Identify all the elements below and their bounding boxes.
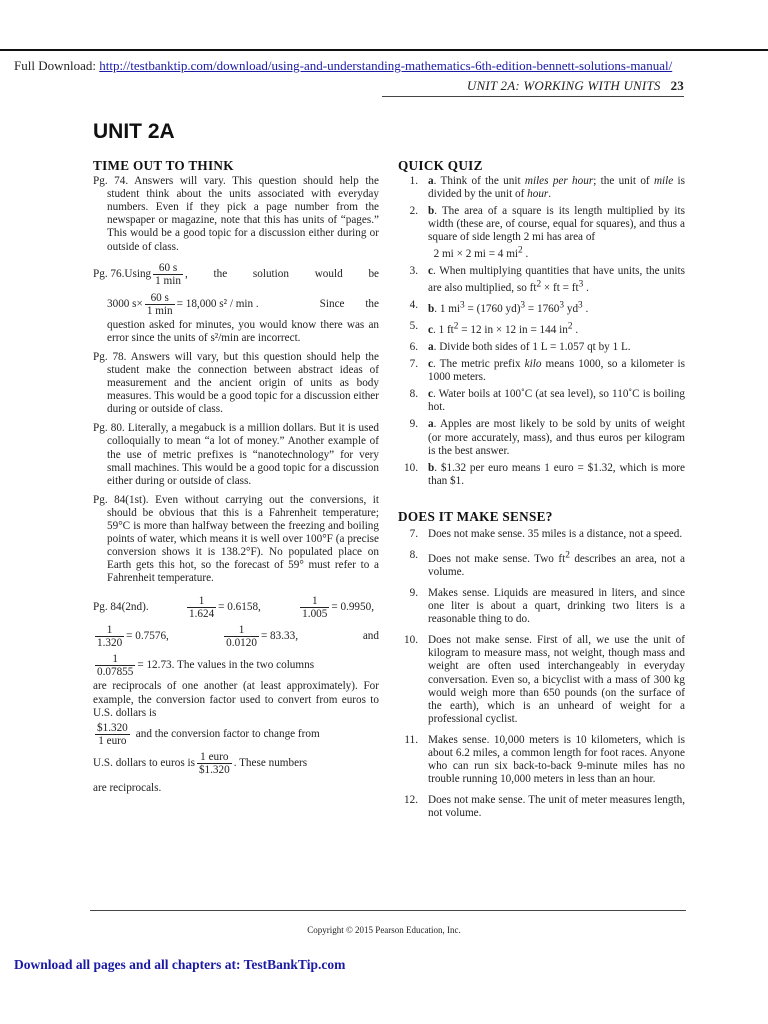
quiz-item xyxy=(398,388,685,414)
quiz-item-text: c. 1 $ft^2 = 12$ in × 12 in = 144 $in^2$ . xyxy=(428,321,579,336)
pg84b-usd: U.S. dollars to euros is xyxy=(93,756,195,769)
result-1: = 0.6158, xyxy=(218,601,261,614)
download-banner xyxy=(14,58,672,74)
quiz-item-number: 2. xyxy=(409,205,418,218)
quiz-item-number: 10. xyxy=(404,461,418,474)
pg78-answer: Pg. 78. Answers will vary, but this question should help the student make the connection between abstract ideas of measurement and the ancient origin of units as body measures. This would be a good topic for a discussion either during or outside of class. xyxy=(93,350,379,416)
section-heading-time-out: TIME OUT TO THINK xyxy=(93,158,234,173)
running-head xyxy=(467,78,684,94)
does-it-make-sense-list xyxy=(398,528,685,821)
quiz-item xyxy=(398,418,685,457)
quiz-item-number: 6. xyxy=(409,340,418,353)
quiz-item-text: c. The metric prefix kilo means 1000, so a kilometer is 1000 meters. xyxy=(428,358,686,384)
quiz-item xyxy=(398,175,685,201)
download-prefix: Full Download: xyxy=(14,58,100,73)
download-footer-link[interactable]: Download all pages and all chapters at: TestBankTip.com xyxy=(14,957,346,972)
section-heading-quick-quiz: QUICK QUIZ xyxy=(398,158,483,173)
result-4: = 83.33, xyxy=(260,630,299,643)
footer-rule xyxy=(90,910,686,911)
quiz-item-text: a. Divide both sides of 1 L = 1.057 qt by 1 L. xyxy=(428,340,631,353)
quiz-item-number: 8. xyxy=(409,388,418,401)
quiz-item-number: 9. xyxy=(409,418,418,431)
fraction-60s-per-min-2: $\frac{60 s}{1 \min}$ xyxy=(146,291,173,317)
pg76-after: , the solution would be xyxy=(184,267,379,280)
quiz-item xyxy=(398,205,685,261)
pg76-using: Using xyxy=(124,267,152,280)
sense-item-text: Makes sense. 10,000 meters is 10 kilometers, which is about 6.2 miles, a common length for foot races. Anyone who can run six back-to-back 9-minute miles has no trouble running 10,000 meters in less than an hour. xyxy=(428,733,685,786)
sense-item-number: 10. xyxy=(404,634,418,647)
pg84b-end: are reciprocals. xyxy=(93,781,162,794)
download-link[interactable]: http://testbanktip.com/download/using-and-understanding-mathematics-6th-edition-bennett-solutions-manual/ xyxy=(99,58,673,73)
fraction-1-over-00120: $\frac{1}{0.0120}$ xyxy=(226,624,257,650)
quiz-item-text: b. The area of a square is its length multiplied by its width (these are, of course, equal for squares), and thus a square of side length 2 mi has area of 2 mi × 2 mi = 4 $mi^2$ . xyxy=(428,205,685,261)
quiz-item xyxy=(398,320,685,337)
result-2: = 0.9950, xyxy=(331,601,375,614)
sense-item-number: 12. xyxy=(404,794,418,807)
quiz-item-text: b. 1 $mi^3 = (1760$ $yd)^3 = 1760^3$ $yd^3$ . xyxy=(428,300,589,316)
sense-item-text: Makes sense. Liquids are measured in liters, and since one liter is about a quart, drinking two liters is a reasonable thing to do. xyxy=(428,587,685,626)
quiz-item-text: c. When multiplying quantities that have units, the units are also multiplied, so $ft^2$ × ft = $ft^3$ . xyxy=(428,265,685,295)
pg76-answer xyxy=(93,262,379,345)
sense-item-number: 9. xyxy=(409,587,418,600)
sense-item-text: Does not make sense. 35 miles is a distance, not a speed. xyxy=(428,528,683,540)
quiz-item-number: 5. xyxy=(409,320,418,333)
quiz-item-number: 1. xyxy=(409,175,418,188)
pg74-answer: Pg. 74. Answers will vary. This question should help the student think about the units associated with everyday numbers. Even if they pick a page number from the newspaper or magazine, note that this has units of “pages.” This would be a good topic for a discussion either during or outside of class. xyxy=(93,175,379,253)
quiz-item xyxy=(398,265,685,295)
right-column xyxy=(398,159,685,821)
pg76-since: Since the xyxy=(319,297,379,310)
sense-item-number: 7. xyxy=(409,528,418,540)
quiz-item-text: a. Apples are most likely to be sold by units of weight (or more accurately, mass), and thus euros per kilogram is the best answer. xyxy=(428,418,685,457)
sense-item xyxy=(398,794,685,820)
section-heading-does-it-make-sense: DOES IT MAKE SENSE? xyxy=(398,508,553,524)
quiz-item-number: 3. xyxy=(409,265,418,278)
fraction-1-over-007855: $\frac{1}{0.07855}$ xyxy=(97,653,134,679)
and-word: and xyxy=(362,630,379,643)
copyright-notice: Copyright © 2015 Pearson Education, Inc. xyxy=(307,925,461,935)
fraction-1-over-1320: $\frac{1}{1.320}$ xyxy=(97,624,123,650)
fraction-1-over-1005: $\frac{1}{1.005}$ xyxy=(302,595,328,621)
quiz-item-text: a. Think of the unit miles per hour; the unit of mile is divided by the unit of hour. xyxy=(428,175,685,201)
quiz-item-number: 7. xyxy=(409,358,418,371)
sense-item-text: Does not make sense. The unit of meter measures length, not volume. xyxy=(428,794,685,820)
quiz-item xyxy=(398,299,685,316)
fraction-euro-per-usd: $\frac{\text{1 euro}}{\$1.320}$ xyxy=(198,750,230,776)
top-rule xyxy=(0,49,768,51)
fraction-60s-per-min: $\frac{60 s}{1 \min}$ xyxy=(155,261,181,287)
sense-item-number: 11. xyxy=(404,733,418,746)
sense-item xyxy=(398,549,685,579)
left-column xyxy=(93,159,379,795)
pg76-rest: question asked for minutes, you would know there was an error since the units of s²/min are incorrect. xyxy=(107,318,379,344)
quiz-item xyxy=(398,462,685,488)
pg76-calc-pre: 3000 s× xyxy=(107,297,143,310)
quiz-item-number: 4. xyxy=(409,299,418,312)
pg84b-these: . These numbers xyxy=(233,756,308,769)
header-rule xyxy=(382,96,684,97)
quick-quiz-list xyxy=(398,175,685,488)
unit-title: UNIT 2A xyxy=(93,120,175,143)
running-title: UNIT 2A: WORKING WITH UNITS xyxy=(466,78,661,93)
pg76-calc-post: = 18,000 s² / min . xyxy=(176,297,259,310)
fraction-usd-per-euro: $\frac{\$1.320}{\text{1 euro}}$ xyxy=(97,721,128,747)
sense-item-number: 8. xyxy=(409,549,418,562)
sense-item xyxy=(398,587,685,626)
fraction-1-over-1624: $\frac{1}{1.624}$ xyxy=(189,595,215,621)
sense-item-text: Does not make sense. First of all, we use the unit of kilogram to measure mass, not weight, though mass and weight are often used interchangeably in everyday conversation. Even so, a bicyclist with a mass of 300 kg would weigh more than 650 pounds (on the surface of the earth), which is an unheard of weight for a professional cyclist. xyxy=(428,634,685,725)
pg76-lead: Pg. 76. xyxy=(93,267,125,280)
quiz-item-text: c. Water boils at 100˚C (at sea level), so 110˚C is boiling hot. xyxy=(428,388,685,414)
sense-item xyxy=(398,634,685,726)
sense-item-text: Does not make sense. Two $ft^2$ describes an area, not a volume. xyxy=(428,550,685,578)
quiz-item xyxy=(398,341,685,354)
sense-item xyxy=(398,734,685,786)
pg84b-mid2: and the conversion factor to change from xyxy=(135,727,320,740)
pg84-second-answer xyxy=(93,595,379,794)
pg84b-mid: are reciprocals of one another (at least approximately). For example, the conversion factor used to convert from euros to U.S. dollars is xyxy=(93,680,379,719)
result-5: = 12.73. The values in the two columns xyxy=(137,659,315,672)
quiz-item xyxy=(398,358,685,384)
pg84-first-answer: Pg. 84(1st). Even without carrying out the conversions, it should be obvious that this is a Fahrenheit temperature; 59°C is more than halfway between the freezing and boiling points of water, which means it is well over 100°F (a precise conversion shows it is 138.2°F). No populated place on Earth gets this hot, so the forecast of 59° must refer to a Fahrenheit temperature. xyxy=(93,493,379,585)
result-3: = 0.7576, xyxy=(126,630,169,643)
quiz-item-text: b. $1.32 per euro means 1 euro = $1.32, which is more than $1. xyxy=(428,461,685,487)
page-number: 23 xyxy=(670,78,684,93)
pg80-answer: Pg. 80. Literally, a megabuck is a million dollars. But it is used colloquially to mean “a lot of money.” Another example of the use of metric prefixes is “nanotechnology” for very small machines. This would be a good topic for a discussion either during or outside of class. xyxy=(93,422,379,487)
pg84b-lead: Pg. 84(2nd). xyxy=(93,601,149,614)
sense-item xyxy=(398,528,685,541)
